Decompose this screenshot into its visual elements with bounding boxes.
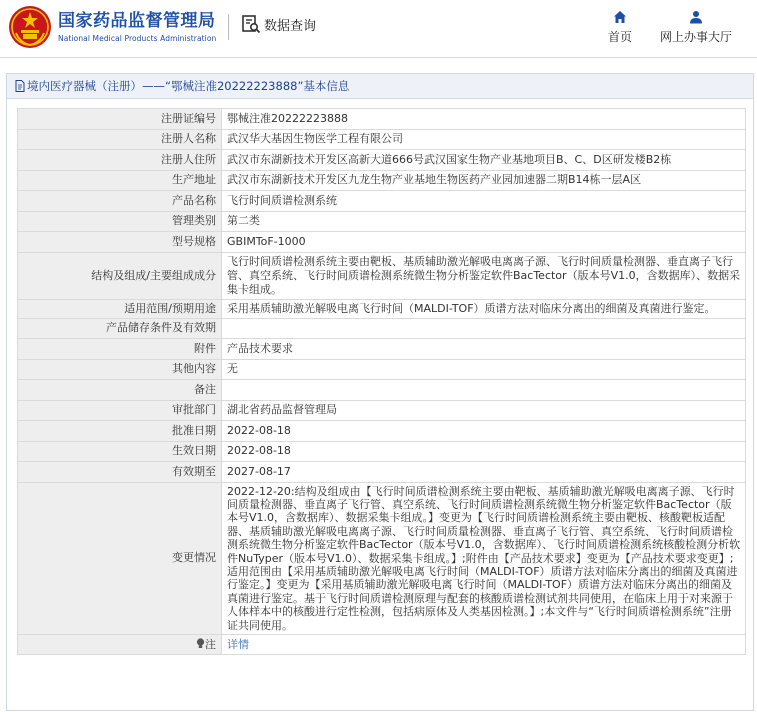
note-label-cell [18,634,222,655]
data-query-link[interactable] [241,14,316,34]
field-value [222,380,746,401]
field-label: 型号规格 [18,232,222,253]
document-icon [15,80,25,92]
detail-link[interactable]: 详情 [227,637,249,651]
field-label: 其他内容 [18,359,222,380]
field-label: 备注 [18,380,222,401]
field-label: 注册证编号 [18,109,222,130]
title-category: 境内医疗器械（注册） [27,79,142,93]
field-value: 第二类 [222,211,746,232]
nav-online-hall[interactable] [656,10,736,45]
title-quote-close: ” [297,79,304,93]
table-row [18,170,746,191]
field-label: 产品储存条件及有效期 [18,318,222,339]
site-header [0,0,757,58]
table-row [18,380,746,401]
field-label: 有效期至 [18,462,222,483]
user-icon [689,10,703,24]
field-value: 2022-12-20:结构及组成由【飞行时间质谱检测系统主要由靶板、基质辅助激光解吸电离离子源、飞行时间质量检测器、垂直离子飞行管、真空系统、飞行时间质谱检测系统微生物分析鉴定软件BacTector（版本号V1.0，含数据库）、数据采集卡组成。】变更为【飞行时间质谱检测系统主要由靶板、核酸靶板适配器、基质辅助激光解吸电离离子源、飞行时间质量检测器、垂直离子飞行管、真空系统、飞行时间质谱检测系统微生物分析鉴定软件BacTector（版本号V1.0，含数据库）、飞行时间质谱检测系统核酸检测分析软件NuTyper（版本号V1.0）、数据采集卡组成。】;附件由【产品技术要求】变更为【产品技术要求变更】;适用范围由【采用基质辅助激光解吸电离飞行时间（MALDI-TOF）质谱方法对临床分离出的细菌及真菌进行鉴定。】变更为【采用基质辅助激光解吸电离飞行时间（MALDI-TOF）质谱方法对临床分离出的细菌及真菌进行鉴定。基于飞行时间质谱检测原理与配套的核酸质谱检测试剂共同使用，在临床上用于对来源于人体样本中的核酸进行定性检测，包括病原体及人类基因检测。】;本文件与“飞行时间质谱检测系统”注册证共同使用。 [222,482,746,634]
table-row [18,482,746,634]
title-registration-number: 鄂械注准20222223888 [170,79,298,93]
table-row [18,339,746,360]
document-search-icon [241,14,261,34]
nav-home[interactable] [604,10,636,45]
field-value: 飞行时间质谱检测系统主要由靶板、基质辅助激光解吸电离离子源、飞行时间质量检测器、垂直离子飞行管、真空系统、飞行时间质谱检测系统微生物分析鉴定软件BacTector（版本号V1.0，含数据库）、数据采集卡组成。 [222,252,746,299]
table-row [18,129,746,150]
table-row [18,462,746,483]
field-value: 武汉市东湖新技术开发区高新大道666号武汉国家生物产业基地项目B、C、D区研发楼B2栋 [222,150,746,171]
title-quote-open: “ [165,79,171,93]
logo-chinese-name: 国家药品监督管理局 [58,11,216,31]
site-logo[interactable] [8,5,216,49]
card-title [7,74,753,99]
field-value [222,318,746,339]
table-row [18,421,746,442]
field-value: 采用基质辅助激光解吸电离飞行时间（MALDI-TOF）质谱方法对临床分离出的细菌及真菌进行鉴定。 [222,299,746,318]
field-label: 注册人住所 [18,150,222,171]
field-value: 武汉华大基因生物医学工程有限公司 [222,129,746,150]
field-value: 湖北省药品监督管理局 [222,400,746,421]
table-row [18,252,746,299]
header-divider [228,14,229,40]
table-row [18,191,746,212]
field-label: 生产地址 [18,170,222,191]
table-row [18,109,746,130]
field-label: 批准日期 [18,421,222,442]
table-row [18,318,746,339]
table-row [18,150,746,171]
field-label: 结构及组成/主要组成成分 [18,252,222,299]
table-row [18,634,746,655]
field-label: 适用范围/预期用途 [18,299,222,318]
field-label: 产品名称 [18,191,222,212]
detail-card [6,73,754,711]
field-label: 注册人名称 [18,129,222,150]
field-value: 鄂械注准20222223888 [222,109,746,130]
field-value: 无 [222,359,746,380]
field-label: 生效日期 [18,441,222,462]
field-value: 2022-08-18 [222,441,746,462]
title-separator: —— [142,79,165,93]
table-row [18,441,746,462]
table-row [18,211,746,232]
field-value: 飞行时间质谱检测系统 [222,191,746,212]
title-suffix: 基本信息 [303,79,350,93]
field-value: 武汉市东湖新技术开发区九龙生物产业基地生物医药产业园加速器二期B14栋一层A区 [222,170,746,191]
nav-home-label: 首页 [607,30,632,44]
field-label: 附件 [18,339,222,360]
home-icon [613,10,627,24]
field-label: 审批部门 [18,400,222,421]
table-row [18,232,746,253]
field-value: 2022-08-18 [222,421,746,442]
detail-table [17,108,746,655]
field-value: GBIMToF-1000 [222,232,746,253]
lightbulb-icon [196,638,205,649]
logo-english-name: National Medical Products Administration [58,34,217,43]
field-label: 管理类别 [18,211,222,232]
field-value: 产品技术要求 [222,339,746,360]
nav-online-hall-label: 网上办事大厅 [659,30,732,44]
data-query-label: 数据查询 [264,18,317,34]
note-label: 注 [205,637,216,651]
national-emblem-icon [8,5,52,49]
table-row [18,359,746,380]
table-row [18,299,746,318]
field-label: 变更情况 [18,482,222,634]
note-value [222,634,746,655]
table-row [18,400,746,421]
field-value: 2027-08-17 [222,462,746,483]
